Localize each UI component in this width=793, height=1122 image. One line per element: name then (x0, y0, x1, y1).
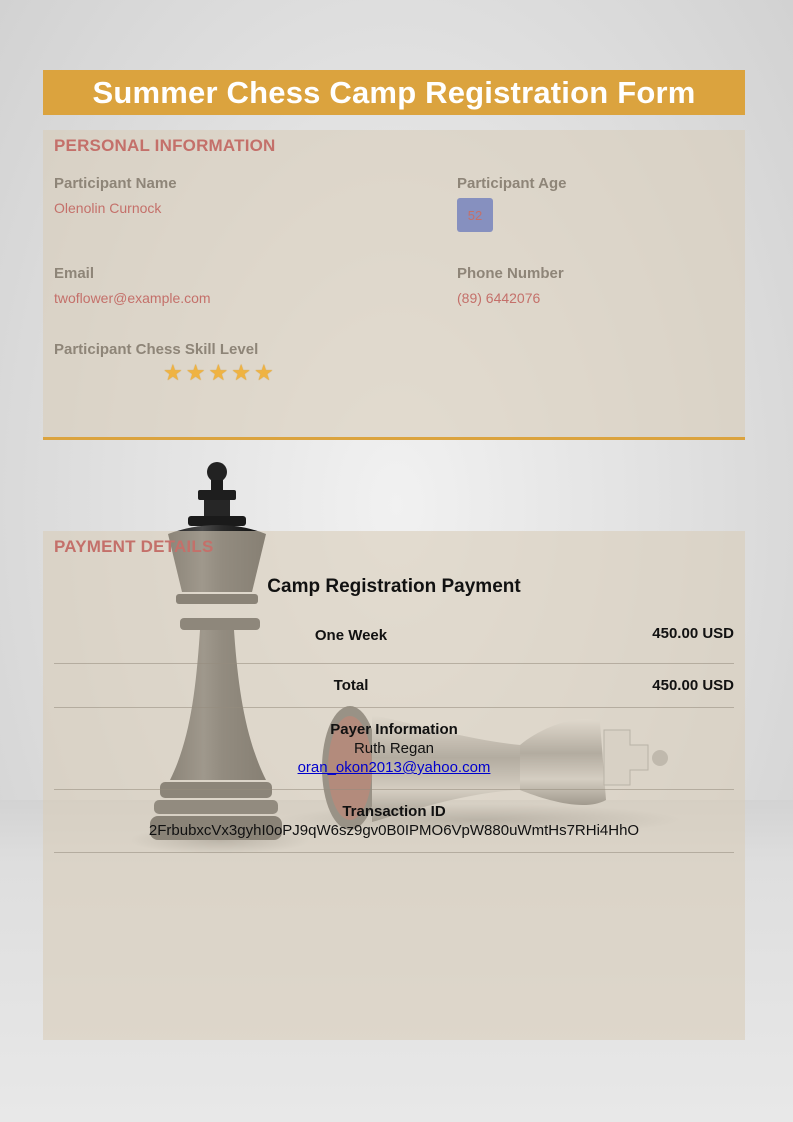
participant-name-value[interactable]: Olenolin Curnock (54, 200, 162, 216)
row-divider (54, 707, 734, 708)
star-icon[interactable]: ★ (208, 360, 229, 385)
item-label: One Week (314, 627, 388, 644)
section-divider (43, 437, 745, 440)
skill-level-rating[interactable] (163, 362, 274, 384)
row-divider (54, 852, 734, 853)
email-value[interactable]: twoflower@example.com (54, 290, 211, 306)
participant-name-label: Participant Name (54, 175, 177, 192)
personal-information-section (43, 130, 745, 437)
email-label: Email (54, 265, 95, 282)
payment-details-section (43, 531, 745, 1040)
total-amount: 450.00 USD (652, 677, 734, 694)
total-label: Total (333, 677, 369, 694)
row-divider (54, 663, 734, 664)
transaction-id-label: Transaction ID (342, 803, 446, 820)
row-divider (54, 789, 734, 790)
phone-number-label: Phone Number (457, 265, 564, 282)
payer-name: Ruth Regan (353, 740, 435, 757)
form-title-bar (43, 70, 745, 115)
payer-email-link[interactable]: oran_okon2013@yahoo.com (297, 759, 491, 776)
payer-information-label: Payer Information (330, 721, 458, 738)
phone-number-value[interactable]: (89) 6442076 (457, 290, 541, 306)
payment-section-title: PAYMENT DETAILS (54, 537, 214, 556)
star-icon[interactable]: ★ (231, 360, 251, 385)
payment-heading: Camp Registration Payment (267, 576, 521, 597)
star-icon[interactable]: ★ (163, 360, 183, 385)
item-amount: 450.00 USD (652, 625, 734, 642)
participant-age-label: Participant Age (457, 175, 567, 192)
skill-level-label: Participant Chess Skill Level (54, 341, 259, 358)
personal-section-title: PERSONAL INFORMATION (54, 136, 276, 155)
form-title: Summer Chess Camp Registration Form (92, 74, 696, 110)
star-icon[interactable]: ★ (253, 360, 274, 385)
participant-age-field[interactable]: 52 (457, 198, 493, 232)
star-icon[interactable]: ★ (185, 360, 206, 385)
transaction-id-value: 2FrbubxcVx3gyhI0oPJ9qW6sz9gv0B0IPMO6VpW880uWmtHs7RHi4HhO (148, 822, 640, 839)
